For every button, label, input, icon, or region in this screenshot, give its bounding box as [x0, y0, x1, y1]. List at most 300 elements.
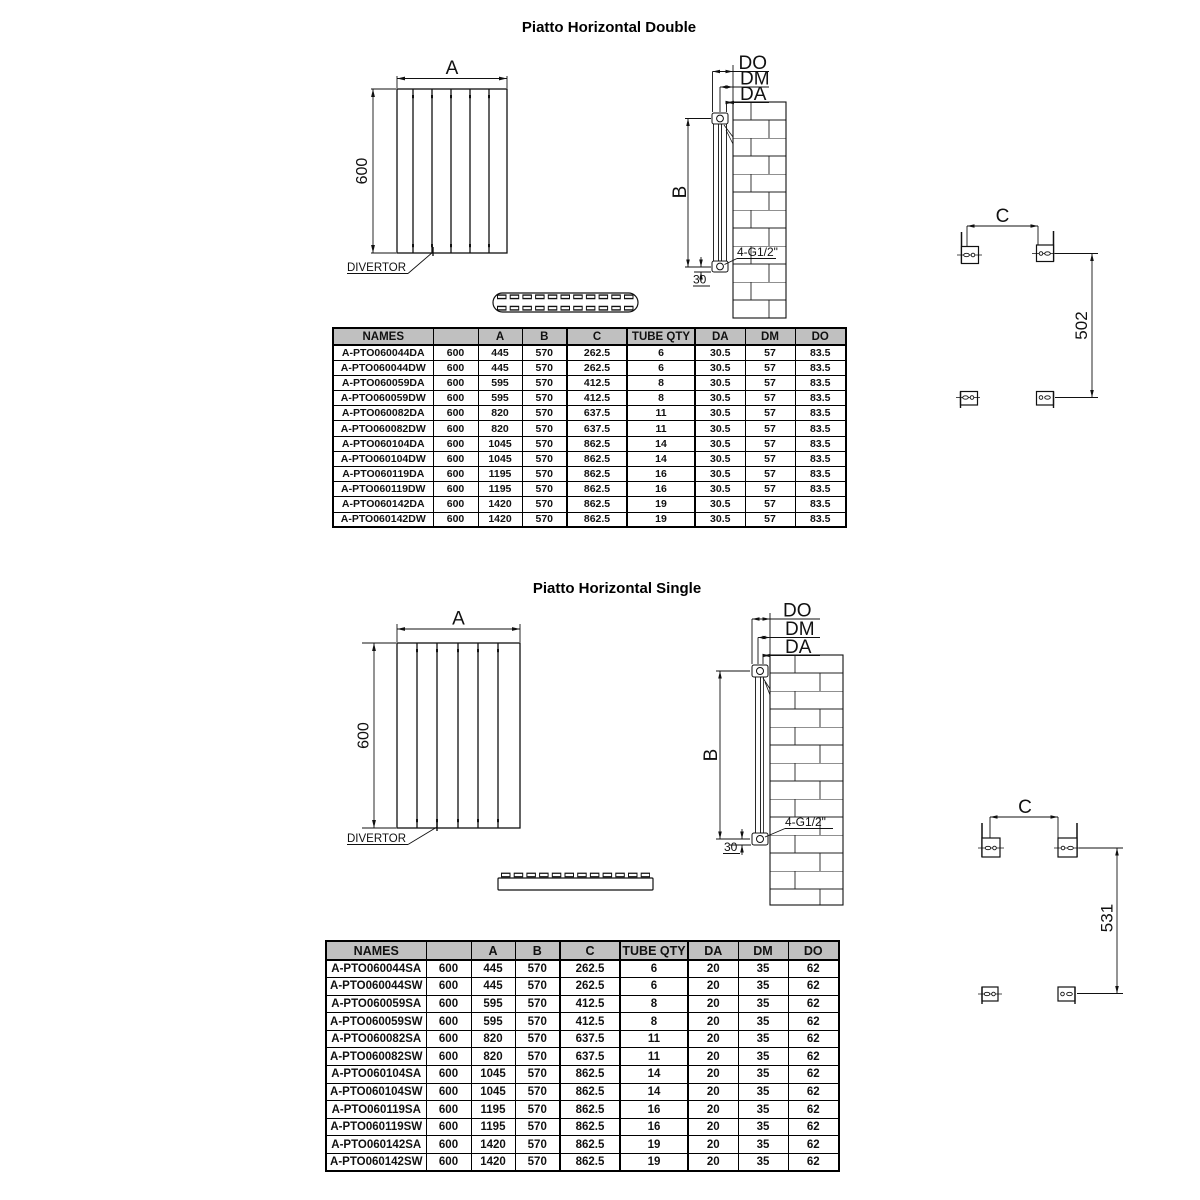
dim-label-a: A [445, 58, 459, 79]
upper-bracket-left [957, 232, 982, 264]
value-cell: 600 [426, 1048, 471, 1066]
value-cell: 20 [688, 1118, 738, 1136]
value-cell: 412.5 [567, 375, 627, 390]
value-cell: 14 [627, 436, 695, 451]
header-row [326, 941, 839, 960]
col-header-b: B [522, 328, 567, 345]
value-cell: 570 [522, 497, 567, 512]
col-header-do: DO [795, 328, 846, 345]
model-name-cell: A-PTO060059SA [326, 995, 426, 1013]
value-cell: 8 [627, 375, 695, 390]
value-cell: 57 [745, 497, 795, 512]
value-cell: 30.5 [695, 436, 745, 451]
value-cell: 62 [788, 1030, 839, 1048]
value-cell: 62 [788, 1136, 839, 1154]
dim-c-double [967, 226, 1038, 247]
value-cell: 600 [433, 482, 478, 497]
value-cell: 412.5 [560, 1013, 620, 1031]
value-cell: 14 [620, 1083, 688, 1101]
value-cell: 14 [627, 451, 695, 466]
value-cell: 62 [788, 960, 839, 978]
model-name-cell: A-PTO060142DA [333, 497, 433, 512]
value-cell: 570 [515, 1154, 560, 1172]
dim-label-b: B [701, 748, 722, 762]
value-cell: 445 [471, 960, 515, 978]
model-name-cell: A-PTO060044SA [326, 960, 426, 978]
value-cell: 30.5 [695, 451, 745, 466]
value-cell: 595 [478, 375, 522, 390]
value-cell: 6 [627, 345, 695, 360]
value-cell: 570 [515, 1083, 560, 1101]
front-view-drawing-double [330, 45, 665, 320]
value-cell: 1420 [478, 497, 522, 512]
value-cell: 445 [471, 978, 515, 996]
table-row [333, 360, 846, 375]
value-cell: 445 [478, 345, 522, 360]
value-cell: 11 [620, 1048, 688, 1066]
value-cell: 35 [738, 1013, 788, 1031]
value-cell: 570 [522, 512, 567, 527]
table-row [333, 406, 846, 421]
value-cell: 83.5 [795, 436, 846, 451]
col-header-da: DA [688, 941, 738, 960]
value-cell: 862.5 [560, 1066, 620, 1084]
model-name-cell: A-PTO060119DA [333, 467, 433, 482]
value-cell: 20 [688, 995, 738, 1013]
model-name-cell: A-PTO060142SA [326, 1136, 426, 1154]
model-name-cell: A-PTO060142SW [326, 1154, 426, 1172]
value-cell: 862.5 [560, 1083, 620, 1101]
dim-label-c: C [995, 206, 1010, 227]
lower-bracket-right [1037, 392, 1054, 409]
model-name-cell: A-PTO060119SW [326, 1118, 426, 1136]
value-cell: 30.5 [695, 345, 745, 360]
value-cell: 8 [620, 1013, 688, 1031]
value-cell: 600 [426, 1030, 471, 1048]
dim-label-da: DA [740, 84, 767, 105]
lower-bracket-left [978, 987, 1002, 1004]
wall-section [733, 102, 786, 318]
value-cell: 8 [620, 995, 688, 1013]
value-cell: 570 [522, 375, 567, 390]
value-cell: 570 [522, 451, 567, 466]
col-header-blank [433, 328, 478, 345]
value-cell: 16 [620, 1101, 688, 1119]
value-cell: 20 [688, 1030, 738, 1048]
dim-label-600: 600 [354, 157, 371, 185]
model-name-cell: A-PTO060119SA [326, 1101, 426, 1119]
value-cell: 16 [627, 482, 695, 497]
top-view-double [493, 293, 638, 312]
value-cell: 20 [688, 978, 738, 996]
dim-label-30: 30 [693, 272, 707, 287]
value-cell: 20 [688, 1013, 738, 1031]
dim-label-dm: DM [785, 619, 815, 640]
value-cell: 6 [620, 978, 688, 996]
value-cell: 11 [620, 1030, 688, 1048]
value-cell: 600 [426, 978, 471, 996]
value-cell: 570 [515, 1048, 560, 1066]
value-cell: 1195 [471, 1101, 515, 1119]
value-cell: 35 [738, 1154, 788, 1172]
value-cell: 1420 [471, 1154, 515, 1172]
table-row [326, 1083, 839, 1101]
dim-label-531: 531 [1097, 903, 1117, 933]
value-cell: 6 [620, 960, 688, 978]
value-cell: 83.5 [795, 497, 846, 512]
value-cell: 35 [738, 995, 788, 1013]
value-cell: 62 [788, 1048, 839, 1066]
spec-table-double [332, 327, 847, 528]
lower-bracket-left [956, 392, 980, 409]
value-cell: 20 [688, 1083, 738, 1101]
header-row [333, 328, 846, 345]
value-cell: 862.5 [567, 436, 627, 451]
side-view-drawing-double [668, 40, 873, 330]
value-cell: 570 [522, 360, 567, 375]
table-row [326, 978, 839, 996]
value-cell: 570 [515, 1030, 560, 1048]
value-cell: 83.5 [795, 421, 846, 436]
dim-label-502: 502 [1072, 311, 1091, 340]
value-cell: 83.5 [795, 345, 846, 360]
dim-label-600: 600 [355, 722, 373, 749]
table-row [326, 960, 839, 978]
value-cell: 83.5 [795, 406, 846, 421]
value-cell: 600 [433, 421, 478, 436]
value-cell: 595 [471, 995, 515, 1013]
value-cell: 600 [426, 1013, 471, 1031]
dim-label-do: DO [738, 53, 767, 74]
value-cell: 1420 [478, 512, 522, 527]
value-cell: 262.5 [567, 345, 627, 360]
table-row [333, 391, 846, 406]
value-cell: 11 [627, 406, 695, 421]
table-row [333, 451, 846, 466]
table-row [326, 995, 839, 1013]
value-cell: 1420 [471, 1136, 515, 1154]
value-cell: 862.5 [567, 512, 627, 527]
value-cell: 862.5 [567, 482, 627, 497]
value-cell: 570 [515, 1066, 560, 1084]
value-cell: 595 [471, 1013, 515, 1031]
table-row [333, 421, 846, 436]
table-row [326, 1101, 839, 1119]
connection-label: 4-G1/2" [785, 815, 826, 829]
value-cell: 570 [522, 467, 567, 482]
connection-label: 4-G1/2" [737, 245, 778, 259]
side-view-drawing-single [700, 588, 915, 918]
table-row [333, 497, 846, 512]
value-cell: 30.5 [695, 497, 745, 512]
col-header-dm: DM [745, 328, 795, 345]
value-cell: 62 [788, 978, 839, 996]
dim-label-dm: DM [740, 68, 770, 90]
value-cell: 412.5 [560, 995, 620, 1013]
value-cell: 35 [738, 1030, 788, 1048]
bracket-drawing-double [930, 195, 1125, 430]
value-cell: 35 [738, 960, 788, 978]
value-cell: 600 [426, 995, 471, 1013]
value-cell: 570 [515, 1013, 560, 1031]
value-cell: 8 [627, 391, 695, 406]
value-cell: 262.5 [560, 960, 620, 978]
dim-label-c: C [1018, 797, 1032, 818]
col-header-da: DA [695, 328, 745, 345]
dim-label-a: A [452, 608, 465, 630]
table-row [333, 482, 846, 497]
value-cell: 20 [688, 960, 738, 978]
divertor-label: DIVERTOR [347, 833, 407, 845]
model-name-cell: A-PTO060082SW [326, 1048, 426, 1066]
value-cell: 35 [738, 1048, 788, 1066]
value-cell: 637.5 [560, 1048, 620, 1066]
value-cell: 20 [688, 1136, 738, 1154]
value-cell: 637.5 [560, 1030, 620, 1048]
value-cell: 1045 [478, 436, 522, 451]
table-row [326, 1066, 839, 1084]
radiator-side-profile [712, 113, 733, 272]
value-cell: 570 [522, 482, 567, 497]
value-cell: 62 [788, 1083, 839, 1101]
wall-section [770, 655, 843, 905]
value-cell: 570 [515, 1101, 560, 1119]
value-cell: 57 [745, 421, 795, 436]
value-cell: 57 [745, 436, 795, 451]
value-cell: 57 [745, 360, 795, 375]
value-cell: 600 [433, 497, 478, 512]
value-cell: 637.5 [567, 421, 627, 436]
value-cell: 16 [627, 467, 695, 482]
lower-bracket-right [1058, 987, 1075, 1004]
dim-c-single [990, 817, 1058, 838]
value-cell: 600 [433, 436, 478, 451]
spec-table-single [325, 940, 840, 1172]
value-cell: 570 [522, 406, 567, 421]
table-row [326, 1048, 839, 1066]
value-cell: 862.5 [560, 1101, 620, 1119]
value-cell: 57 [745, 467, 795, 482]
value-cell: 30.5 [695, 360, 745, 375]
col-header-tube-qty: TUBE QTY [620, 941, 688, 960]
table-row [333, 436, 846, 451]
value-cell: 600 [426, 1154, 471, 1172]
value-cell: 862.5 [560, 1154, 620, 1172]
value-cell: 600 [433, 391, 478, 406]
value-cell: 600 [426, 1066, 471, 1084]
value-cell: 83.5 [795, 391, 846, 406]
value-cell: 62 [788, 1013, 839, 1031]
divertor-label: DIVERTOR [347, 262, 407, 274]
value-cell: 862.5 [567, 497, 627, 512]
value-cell: 83.5 [795, 451, 846, 466]
value-cell: 600 [426, 1101, 471, 1119]
value-cell: 600 [426, 1083, 471, 1101]
value-cell: 1195 [478, 467, 522, 482]
value-cell: 600 [433, 512, 478, 527]
value-cell: 62 [788, 1154, 839, 1172]
value-cell: 57 [745, 406, 795, 421]
value-cell: 57 [745, 512, 795, 527]
value-cell: 570 [522, 345, 567, 360]
dim-600-double [371, 89, 396, 253]
model-name-cell: A-PTO060142DW [333, 512, 433, 527]
value-cell: 600 [433, 406, 478, 421]
dim-label-b: B [670, 185, 691, 199]
top-view-single [498, 875, 653, 890]
value-cell: 62 [788, 995, 839, 1013]
upper-bracket-left [978, 823, 1004, 857]
value-cell: 637.5 [567, 406, 627, 421]
value-cell: 19 [627, 497, 695, 512]
model-name-cell: A-PTO060059SW [326, 1013, 426, 1031]
value-cell: 35 [738, 1066, 788, 1084]
value-cell: 570 [522, 391, 567, 406]
value-cell: 83.5 [795, 467, 846, 482]
value-cell: 57 [745, 375, 795, 390]
radiator-side-profile [752, 665, 770, 845]
table-row [326, 1154, 839, 1172]
value-cell: 16 [620, 1118, 688, 1136]
value-cell: 600 [426, 960, 471, 978]
bracket-drawing-single [950, 790, 1155, 1025]
value-cell: 62 [788, 1118, 839, 1136]
front-view-drawing-single [340, 598, 670, 898]
value-cell: 862.5 [567, 467, 627, 482]
col-header-c: C [567, 328, 627, 345]
table-row [326, 1118, 839, 1136]
value-cell: 30.5 [695, 391, 745, 406]
col-header-a: A [478, 328, 522, 345]
value-cell: 570 [515, 1136, 560, 1154]
value-cell: 600 [433, 375, 478, 390]
value-cell: 862.5 [560, 1136, 620, 1154]
value-cell: 19 [627, 512, 695, 527]
value-cell: 35 [738, 1136, 788, 1154]
model-name-cell: A-PTO060059DW [333, 391, 433, 406]
col-header-tube-qty: TUBE QTY [627, 328, 695, 345]
value-cell: 57 [745, 391, 795, 406]
model-name-cell: A-PTO060104SA [326, 1066, 426, 1084]
value-cell: 600 [433, 360, 478, 375]
value-cell: 262.5 [560, 978, 620, 996]
value-cell: 19 [620, 1136, 688, 1154]
value-cell: 30.5 [695, 512, 745, 527]
value-cell: 820 [478, 406, 522, 421]
dim-label-30: 30 [724, 840, 738, 854]
table-row [333, 345, 846, 360]
table-row [333, 375, 846, 390]
col-header-blank [426, 941, 471, 960]
table-row [326, 1030, 839, 1048]
value-cell: 57 [745, 451, 795, 466]
value-cell: 30.5 [695, 467, 745, 482]
value-cell: 412.5 [567, 391, 627, 406]
value-cell: 14 [620, 1066, 688, 1084]
value-cell: 30.5 [695, 375, 745, 390]
value-cell: 20 [688, 1154, 738, 1172]
value-cell: 20 [688, 1066, 738, 1084]
value-cell: 6 [627, 360, 695, 375]
value-cell: 262.5 [567, 360, 627, 375]
value-cell: 57 [745, 482, 795, 497]
value-cell: 862.5 [560, 1118, 620, 1136]
table-row [333, 512, 846, 527]
model-name-cell: A-PTO060104SW [326, 1083, 426, 1101]
value-cell: 1045 [471, 1083, 515, 1101]
value-cell: 35 [738, 1083, 788, 1101]
section-title-double: Piatto Horizontal Double [521, 19, 697, 36]
model-name-cell: A-PTO060082DW [333, 421, 433, 436]
value-cell: 30.5 [695, 421, 745, 436]
value-cell: 1045 [478, 451, 522, 466]
model-name-cell: A-PTO060044SW [326, 978, 426, 996]
value-cell: 570 [515, 1118, 560, 1136]
value-cell: 570 [515, 995, 560, 1013]
col-header-c: C [560, 941, 620, 960]
table-row [326, 1013, 839, 1031]
value-cell: 83.5 [795, 482, 846, 497]
value-cell: 20 [688, 1048, 738, 1066]
col-header-a: A [471, 941, 515, 960]
value-cell: 83.5 [795, 512, 846, 527]
model-name-cell: A-PTO060104DA [333, 436, 433, 451]
value-cell: 570 [515, 978, 560, 996]
value-cell: 62 [788, 1066, 839, 1084]
value-cell: 62 [788, 1101, 839, 1119]
value-cell: 83.5 [795, 375, 846, 390]
upper-bracket-right [1032, 231, 1058, 262]
value-cell: 11 [627, 421, 695, 436]
value-cell: 600 [426, 1118, 471, 1136]
value-cell: 35 [738, 1101, 788, 1119]
model-name-cell: A-PTO060044DA [333, 345, 433, 360]
col-header-b: B [515, 941, 560, 960]
col-header-dm: DM [738, 941, 788, 960]
value-cell: 35 [738, 1118, 788, 1136]
value-cell: 19 [620, 1154, 688, 1172]
value-cell: 445 [478, 360, 522, 375]
table-row [333, 467, 846, 482]
value-cell: 57 [745, 345, 795, 360]
value-cell: 1045 [471, 1066, 515, 1084]
value-cell: 1195 [471, 1118, 515, 1136]
value-cell: 820 [471, 1030, 515, 1048]
value-cell: 570 [522, 436, 567, 451]
value-cell: 820 [478, 421, 522, 436]
value-cell: 595 [478, 391, 522, 406]
value-cell: 20 [688, 1101, 738, 1119]
value-cell: 600 [426, 1136, 471, 1154]
model-name-cell: A-PTO060082DA [333, 406, 433, 421]
value-cell: 600 [433, 467, 478, 482]
col-header-do: DO [788, 941, 839, 960]
value-cell: 83.5 [795, 360, 846, 375]
value-cell: 570 [522, 421, 567, 436]
value-cell: 570 [515, 960, 560, 978]
model-name-cell: A-PTO060119DW [333, 482, 433, 497]
value-cell: 35 [738, 978, 788, 996]
col-header-names: NAMES [333, 328, 433, 345]
dim-label-da: DA [785, 637, 812, 658]
col-header-names: NAMES [326, 941, 426, 960]
dim-label-do: DO [783, 600, 812, 622]
section-title-single: Piatto Horizontal Single [532, 580, 702, 597]
model-name-cell: A-PTO060082SA [326, 1030, 426, 1048]
value-cell: 30.5 [695, 406, 745, 421]
value-cell: 862.5 [567, 451, 627, 466]
value-cell: 1195 [478, 482, 522, 497]
